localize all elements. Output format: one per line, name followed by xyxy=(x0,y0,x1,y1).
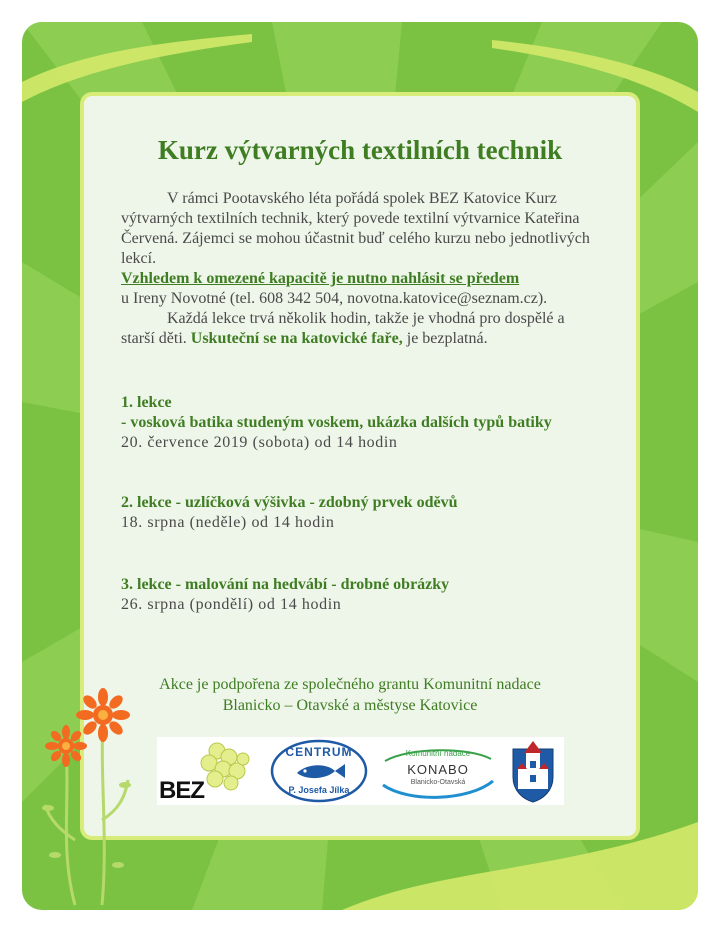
page-title: Kurz výtvarných textilních technik xyxy=(157,135,563,165)
konabo-top-text: Komunitní nadace xyxy=(405,749,471,758)
lesson-date: 26. srpna (pondělí) od 14 hodin xyxy=(121,596,342,613)
katovice-coat-of-arms xyxy=(509,739,557,803)
lesson-date: 20. července 2019 (sobota) od 14 hodin xyxy=(121,434,398,451)
grant-line-1: Akce je podpořena ze společného grantu Komunitní nadace xyxy=(159,676,541,693)
lesson-3 xyxy=(121,575,641,615)
flower-icon xyxy=(76,688,130,742)
sponsor-logos xyxy=(157,737,564,805)
lesson-date: 18. srpna (neděle) od 14 hodin xyxy=(121,514,335,531)
grant-line-2: Blanicko – Otavské a městyse Katovice xyxy=(222,697,478,714)
registration-notice: Vzhledem k omezené kapacitě je nutno nahlásit se předem xyxy=(121,270,520,287)
bez-text: BEZ xyxy=(159,777,204,804)
flowers-decoration xyxy=(30,680,140,910)
coat-of-arms-icon xyxy=(509,739,557,803)
lesson-heading: 1. lekce xyxy=(121,394,172,411)
lesson-subtitle: - vosková batika studeným voskem, ukázka dalších typů batiky xyxy=(121,414,552,431)
grant-note xyxy=(110,674,590,716)
konabo-text: KONABO xyxy=(407,762,469,777)
lesson-heading: 3. lekce - malování na hedvábí - drobné obrázky xyxy=(121,576,450,593)
contact-line: u Ireny Novotné (tel. 608 342 504, novotna.katovice@seznam.cz). xyxy=(121,290,548,307)
venue-text: Uskuteční se na katovické faře, xyxy=(190,330,403,347)
info-text: Každá lekce trvá několik hodin, takže je vhodná pro dospělé a starší děti. xyxy=(121,310,565,347)
lesson-1 xyxy=(121,393,641,453)
free-text: je bezplatná. xyxy=(406,330,488,347)
konabo-logo xyxy=(379,741,497,801)
intro-paragraph: V rámci Pootavského léta pořádá spolek BEZ Katovice Kurz výtvarných textilních technik, který povede textilní výtvarnice Kateřina Červená. Zájemci se mohou účastnit buď celého kurzu nebo jednotlivých lekcí. xyxy=(121,190,590,267)
centrum-subtext: P. Josefa Jílka xyxy=(288,785,350,795)
centrum-text: CENTRUM xyxy=(285,745,353,759)
info-paragraph xyxy=(121,309,599,349)
lesson-2 xyxy=(121,493,641,533)
flower-icon xyxy=(45,725,87,767)
lesson-heading: 2. lekce - uzlíčková výšivka - zdobný prvek oděvů xyxy=(121,494,458,511)
intro-text xyxy=(121,189,599,349)
bez-logo xyxy=(157,737,257,805)
centrum-logo xyxy=(269,739,369,803)
konabo-bottom-text: Blanicko-Otavská xyxy=(410,779,466,786)
